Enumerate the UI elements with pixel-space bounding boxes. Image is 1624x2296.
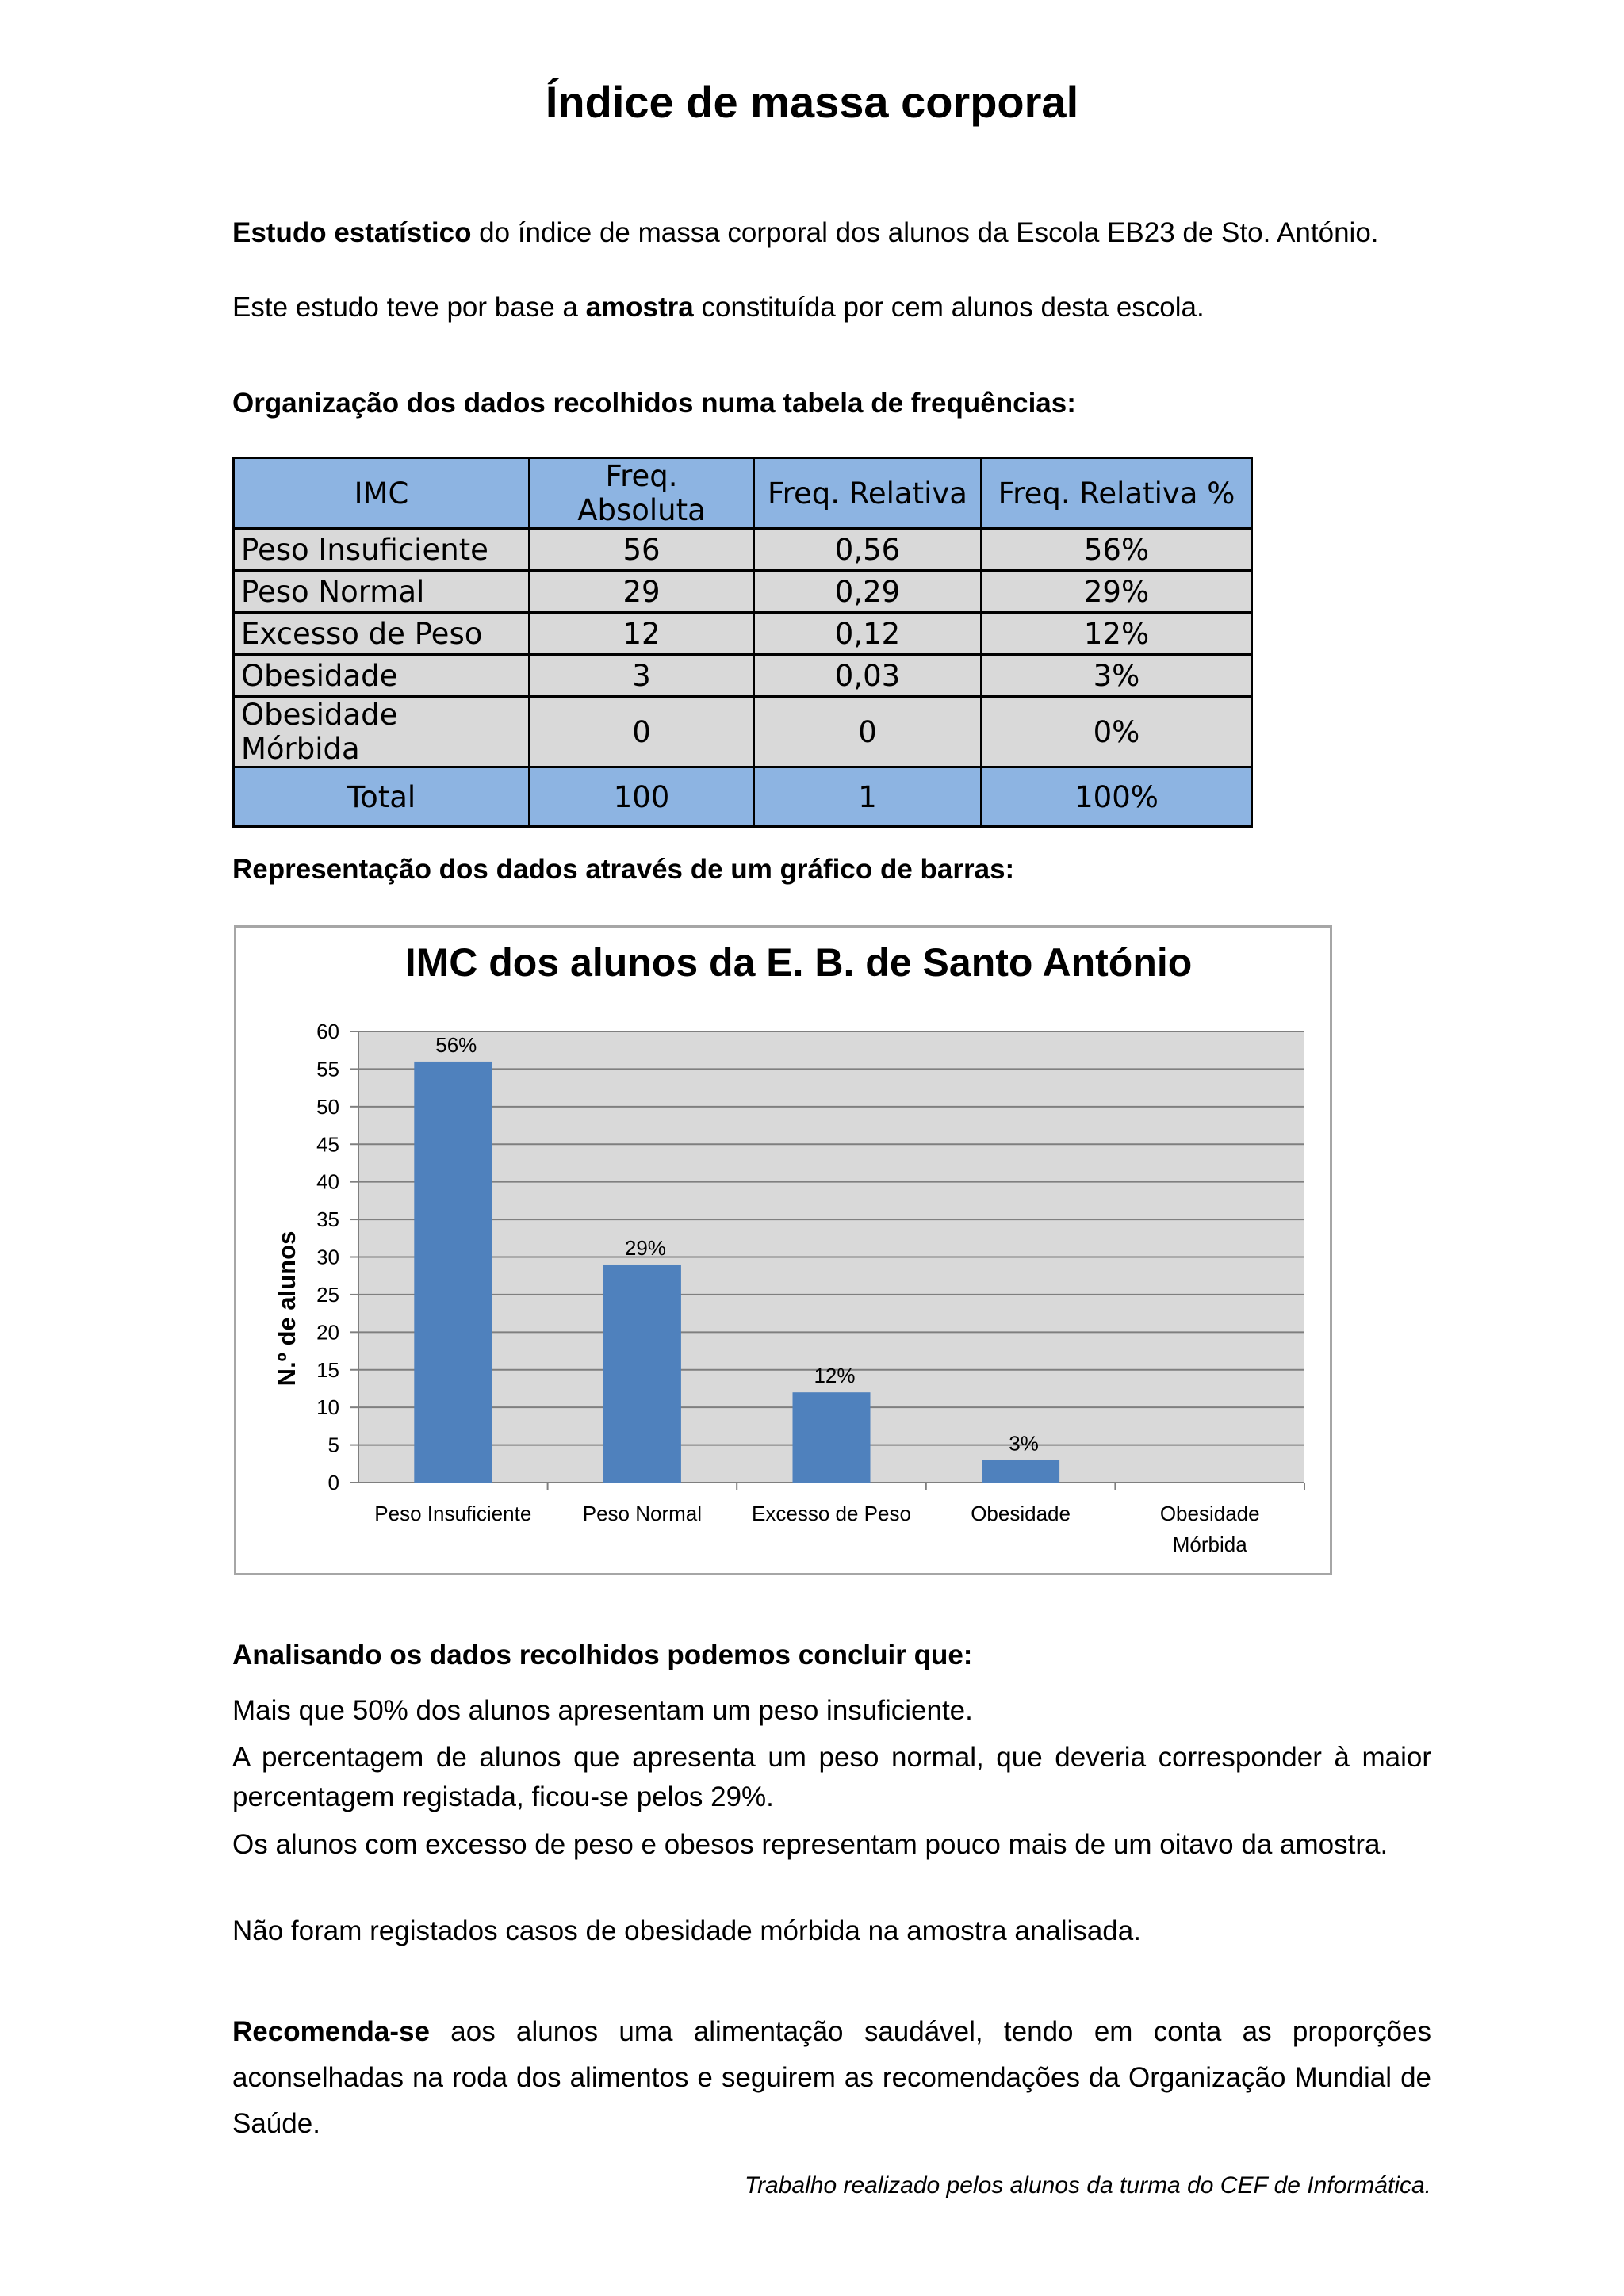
- intro-text: Este estudo teve por base a: [232, 292, 586, 323]
- y-tick-label: 35: [316, 1207, 339, 1232]
- data-label: 12%: [814, 1364, 856, 1388]
- intro-text: constituída por cem alunos desta escola.: [693, 292, 1205, 323]
- y-tick-label: 50: [316, 1094, 339, 1119]
- bar: [793, 1392, 871, 1483]
- y-tick-label: 40: [316, 1169, 339, 1194]
- table-cell: 0,03: [754, 655, 982, 697]
- table-cell: 3: [530, 655, 754, 697]
- y-tick-label: 15: [316, 1357, 339, 1382]
- credit-note: Trabalho realizado pelos alunos da turma do CEF de Informática.: [744, 2172, 1431, 2198]
- column-header: Freq. Absoluta: [530, 458, 754, 529]
- table-cell: Excesso de Peso: [234, 613, 530, 655]
- table-cell: 0,29: [754, 571, 982, 613]
- x-tick-label: Obesidade: [971, 1502, 1071, 1525]
- recommendation-bold-term: Recomenda-se: [232, 2016, 430, 2047]
- table-cell: 56: [530, 529, 754, 571]
- x-tick-label: Peso Normal: [582, 1502, 703, 1525]
- y-tick-label: 45: [316, 1132, 339, 1157]
- table-cell: 0%: [982, 697, 1252, 767]
- table-cell: 100: [530, 767, 754, 827]
- y-tick-label: 55: [316, 1057, 339, 1081]
- table-row: [234, 529, 1252, 571]
- table-cell: 3%: [982, 655, 1252, 697]
- table-cell: Peso Normal: [234, 571, 530, 613]
- page-title: Índice de massa corporal: [545, 77, 1079, 127]
- data-label: 29%: [624, 1235, 666, 1260]
- analysis-heading: Analisando os dados recolhidos podemos concluir que:: [232, 1640, 973, 1670]
- bar: [414, 1062, 492, 1483]
- table-row: [234, 571, 1252, 613]
- table-cell: Obesidade Mórbida: [234, 697, 530, 767]
- table-cell: Peso Insuficiente: [234, 529, 530, 571]
- intro-paragraph-2: [232, 288, 1431, 327]
- x-tick-label: Mórbida: [1172, 1533, 1247, 1556]
- frequency-table: [232, 457, 1253, 828]
- column-header: Freq. Relativa: [754, 458, 982, 529]
- conclusion-item: Os alunos com excesso de peso e obesos representam pouco mais de um oitavo da amostra.: [232, 1829, 1388, 1860]
- table-header-row: [234, 458, 1252, 529]
- x-tick-label: Excesso de Peso: [752, 1502, 911, 1525]
- table-cell: 100%: [982, 767, 1252, 827]
- table-cell: 1: [754, 767, 982, 827]
- table-cell: Total: [234, 767, 530, 827]
- chart-heading: Representação dos dados através de um gráfico de barras:: [232, 854, 1015, 885]
- table-cell: 0: [530, 697, 754, 767]
- chart-title: IMC dos alunos da E. B. de Santo António: [404, 940, 1193, 985]
- table-cell: Obesidade: [234, 655, 530, 697]
- y-tick-label: 10: [316, 1395, 339, 1420]
- table-row: [234, 613, 1252, 655]
- table-cell: 29%: [982, 571, 1252, 613]
- intro-text: do índice de massa corporal dos alunos da Escola EB23 de Sto. António.: [471, 217, 1379, 248]
- intro-bold-term: amostra: [585, 292, 694, 323]
- table-total-row: [234, 767, 1252, 827]
- y-tick-label: 20: [316, 1320, 339, 1345]
- table-cell: 12%: [982, 613, 1252, 655]
- table-row: [234, 697, 1252, 767]
- recommendation-paragraph: [232, 2009, 1431, 2147]
- y-tick-label: 30: [316, 1245, 339, 1269]
- intro-bold-term: Estudo estatístico: [232, 217, 472, 248]
- conclusion-item: Mais que 50% dos alunos apresentam um peso insuficiente.: [232, 1695, 973, 1726]
- table-cell: 0: [754, 697, 982, 767]
- data-label: 3%: [1009, 1431, 1039, 1456]
- intro-paragraph-1: [232, 213, 1431, 253]
- bar-chart: [234, 925, 1332, 1575]
- conclusion-item: Não foram registados casos de obesidade mórbida na amostra analisada.: [232, 1915, 1141, 1946]
- y-tick-label: 0: [327, 1471, 339, 1494]
- x-tick-label: Peso Insuficiente: [374, 1502, 532, 1525]
- column-header: IMC: [234, 458, 530, 529]
- table-cell: 12: [530, 613, 754, 655]
- table-cell: 0,12: [754, 613, 982, 655]
- table-heading: Organização dos dados recolhidos numa tabela de frequências:: [232, 388, 1076, 419]
- y-tick-label: 5: [327, 1433, 339, 1457]
- conclusion-item: A percentagem de alunos que apresenta um peso normal, que deveria corresponder à maior percentagem registada, ficou-se pelos 29%.: [232, 1742, 1431, 1812]
- y-axis-label: N.º de alunos: [273, 1230, 301, 1387]
- bar: [603, 1265, 681, 1483]
- y-tick-label: 25: [316, 1282, 339, 1307]
- data-label: 56%: [435, 1032, 477, 1057]
- x-tick-label: Obesidade: [1159, 1502, 1260, 1525]
- table-cell: 29: [530, 571, 754, 613]
- bar: [982, 1460, 1059, 1483]
- table-cell: 0,56: [754, 529, 982, 571]
- table-row: [234, 655, 1252, 697]
- recommendation-text: aos alunos uma alimentação saudável, tendo em conta as proporções aconselhadas na roda dos alimentos e seguirem as recomendações da Organização Mundial de Saúde.: [232, 2016, 1431, 2139]
- y-tick-label: 60: [316, 1020, 339, 1043]
- column-header: Freq. Relativa %: [982, 458, 1252, 529]
- table-cell: 56%: [982, 529, 1252, 571]
